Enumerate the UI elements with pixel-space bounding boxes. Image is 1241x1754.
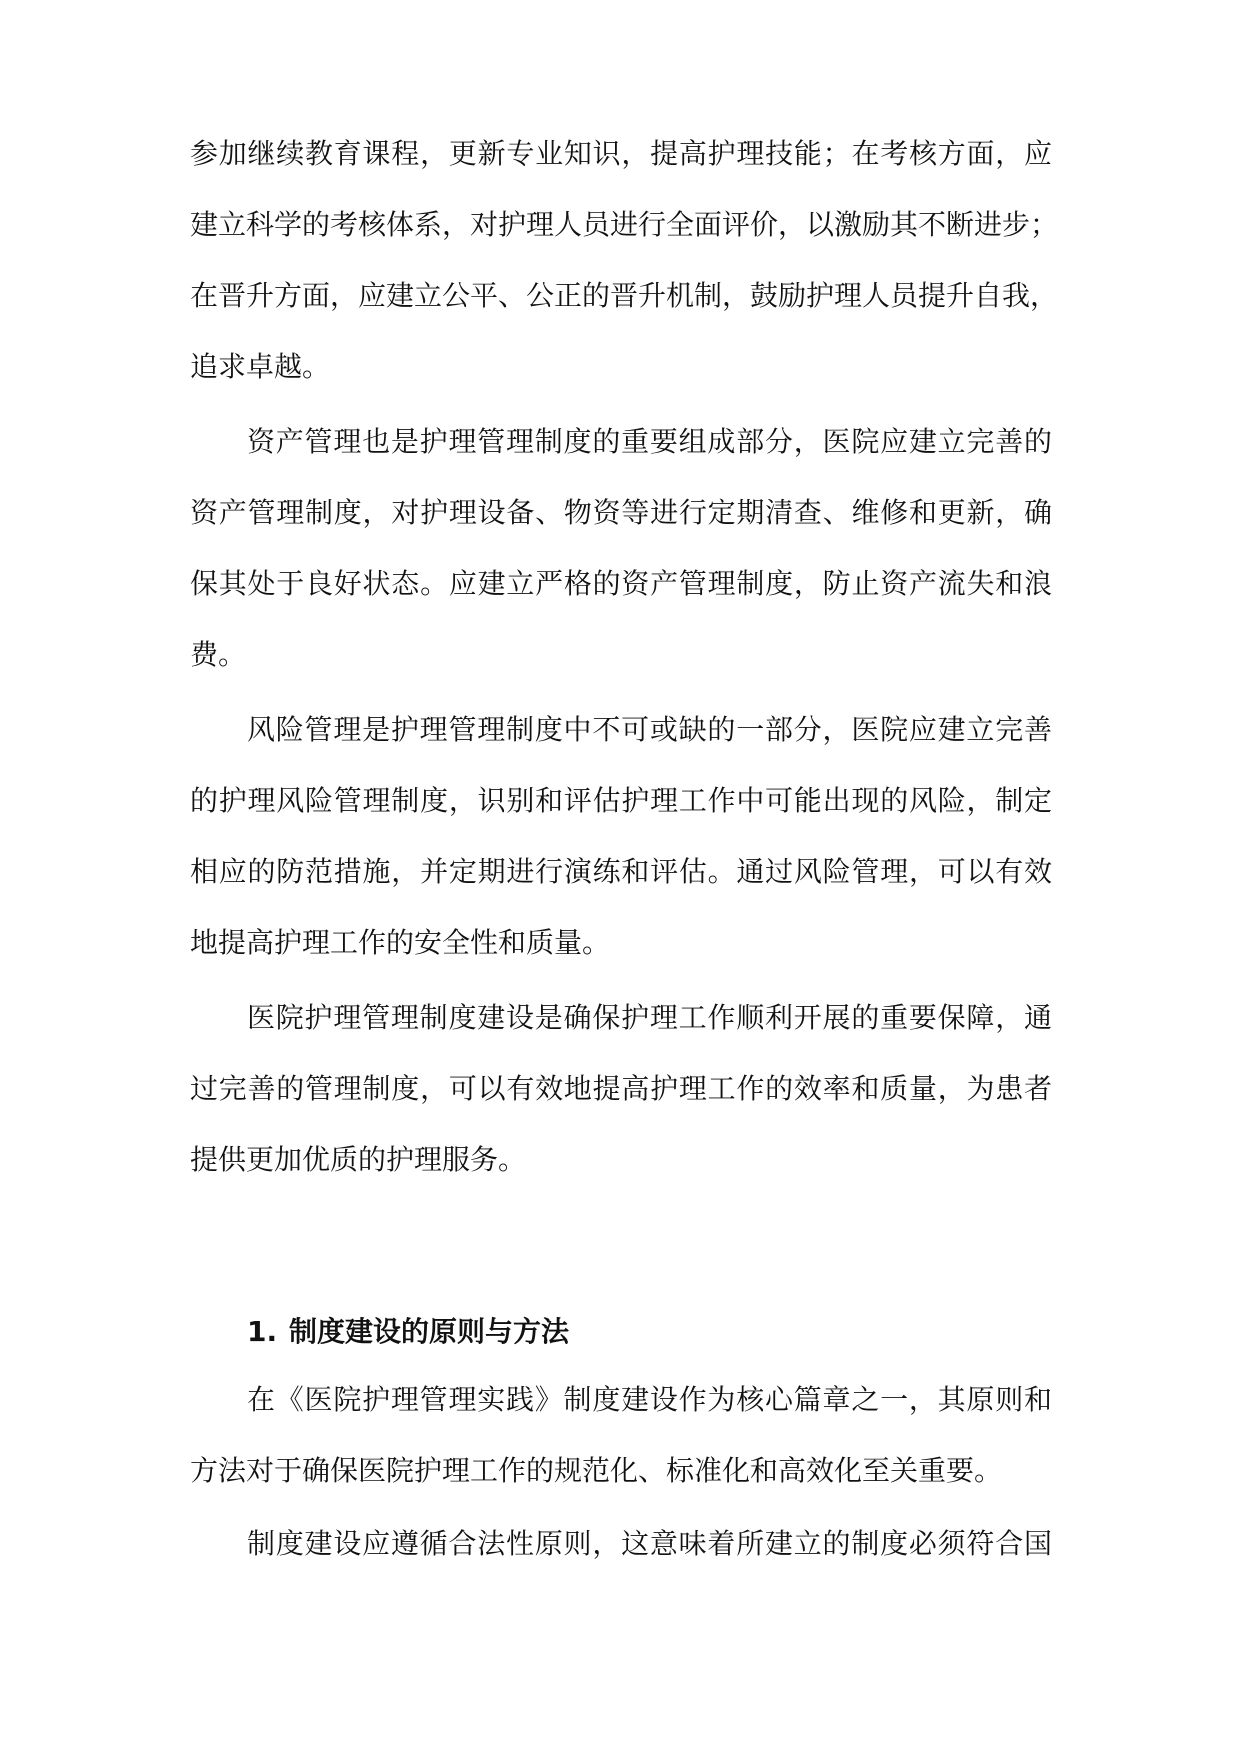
paragraph-line: 追求卓越。 [190, 350, 331, 383]
paragraph-line: 在晋升方面，应建立公平、公正的晋升机制，鼓励护理人员提升自我， [190, 279, 1059, 312]
paragraph-line: 的护理风险管理制度，识别和评估护理工作中可能出现的风险，制定 [190, 784, 1052, 817]
paragraph-line: 费。 [190, 638, 247, 671]
paragraph-line: 保其处于良好状态。应建立严格的资产管理制度，防止资产流失和浪 [190, 567, 1052, 600]
paragraph-line: 在《医院护理管理实践》制度建设作为核心篇章之一，其原则和 [247, 1383, 1052, 1416]
paragraph-line: 方法对于确保医院护理工作的规范化、标准化和高效化至关重要。 [190, 1454, 1003, 1487]
paragraph-line: 制度建设应遵循合法性原则，这意味着所建立的制度必须符合国 [247, 1527, 1052, 1560]
paragraph-line: 地提高护理工作的安全性和质量。 [190, 926, 611, 959]
paragraph-line: 提供更加优质的护理服务。 [190, 1143, 527, 1176]
paragraph-intro [190, 1364, 1052, 1506]
paragraph-summary [190, 982, 1052, 1195]
section-number: 1. [247, 1315, 278, 1348]
paragraph-asset-management [190, 406, 1052, 690]
paragraph-line: 相应的防范措施，并定期进行演练和评估。通过风险管理，可以有效 [190, 855, 1052, 888]
paragraph-line: 过完善的管理制度，可以有效地提高护理工作的效率和质量，为患者 [190, 1072, 1052, 1105]
paragraph-continuation [190, 118, 1059, 402]
paragraph-legality [190, 1508, 1052, 1579]
section-heading [247, 1296, 569, 1367]
paragraph-line: 参加继续教育课程，更新专业知识，提高护理技能；在考核方面，应 [190, 137, 1052, 170]
paragraph-line: 建立科学的考核体系，对护理人员进行全面评价，以激励其不断进步； [190, 208, 1059, 241]
paragraph-line: 医院护理管理制度建设是确保护理工作顺利开展的重要保障，通 [247, 1001, 1052, 1034]
paragraph-risk-management [190, 694, 1052, 978]
paragraph-line: 资产管理也是护理管理制度的重要组成部分，医院应建立完善的 [247, 425, 1052, 458]
paragraph-line: 风险管理是护理管理制度中不可或缺的一部分，医院应建立完善 [247, 713, 1052, 746]
paragraph-line: 资产管理制度，对护理设备、物资等进行定期清查、维修和更新，确 [190, 496, 1052, 529]
section-title: 制度建设的原则与方法 [289, 1315, 570, 1348]
